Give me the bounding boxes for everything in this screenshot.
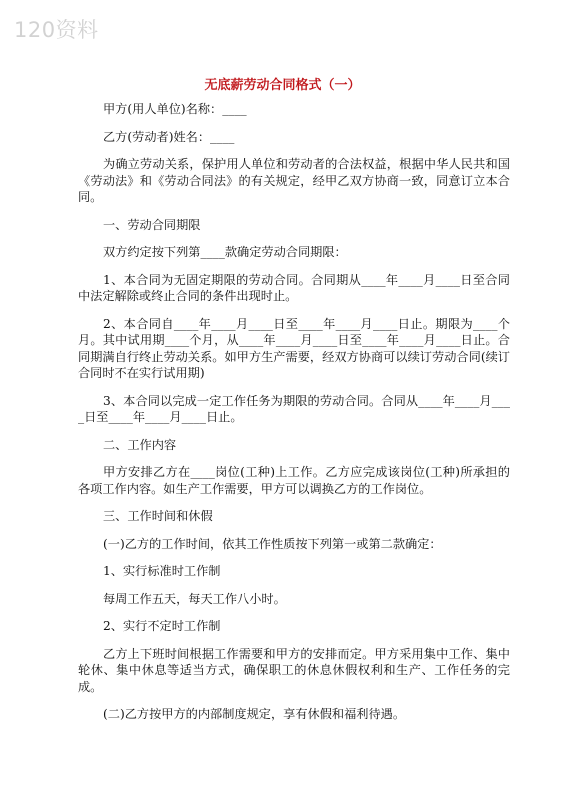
paragraph-flexible-hours-detail: 乙方上下班时间根据工作需要和甲方的安排而定。甲方采用集中工作、集中轮休、集中休息等适当方式，确保职工的休息休假权利和生产、工作任务的完成。 xyxy=(78,646,510,694)
watermark-logo: 120资料 xyxy=(14,18,99,42)
paragraph-leave-benefits: (二)乙方按甲方的内部制度规定，享有休假和福利待遇。 xyxy=(103,707,406,721)
paragraph-flexible-hours: 2、实行不定时工作制 xyxy=(103,619,221,633)
paragraph-party-a: 甲方(用人单位)名称：____ xyxy=(103,102,247,116)
section-heading-hours: 三、工作时间和休假 xyxy=(103,509,213,523)
document-title: 无底薪劳动合同格式（一） xyxy=(204,78,361,93)
paragraph-party-b: 乙方(劳动者)姓名：____ xyxy=(103,129,235,144)
paragraph-term-3: 3、本合同以完成一定工作任务为期限的劳动合同。合同从____年____月____日至____年____月____日止。 xyxy=(78,393,510,424)
paragraph-term-choice: 双方约定按下列第____款确定劳动合同期限： xyxy=(103,245,347,259)
paragraph-term-1: 1、本合同为无固定期限的劳动合同。合同期从____年____月____日至合同中法定解除或终止合同的条件出现时止。 xyxy=(78,272,510,303)
section-heading-term: 一、劳动合同期限 xyxy=(103,217,201,232)
paragraph-work-content: 甲方安排乙方在____岗位(工种)上工作。乙方应完成该岗位(工种)所承担的各项工作内容。如生产工作需要，甲方可以调换乙方的工作岗位。 xyxy=(78,465,510,496)
section-heading-work-content: 二、工作内容 xyxy=(103,437,177,452)
paragraph-standard-hours: 1、实行标准时工作制 xyxy=(103,564,221,578)
paragraph-standard-hours-detail: 每周工作五天，每天工作八小时。 xyxy=(103,591,286,606)
paragraph-preamble: 为确立劳动关系，保护用人单位和劳动者的合法权益，根据中华人民共和国《劳动法》和《劳动合同法》的有关规定，经甲乙双方协商一致，同意订立本合同。 xyxy=(78,157,510,204)
document-body xyxy=(78,101,510,734)
paragraph-hours-intro: (一)乙方的工作时间，依其工作性质按下列第一或第二款确定： xyxy=(103,536,442,551)
paragraph-term-2: 2、本合同自____年____月____日至____年____月____日止。期限为____个月。其中试用期____个月，从____年____月____日至____年____月____日止。合同期满自行终止劳动关系。如甲方生产需要，经双方协商可以续订劳动合同(续订合同时不在实行试用期) xyxy=(78,316,510,380)
